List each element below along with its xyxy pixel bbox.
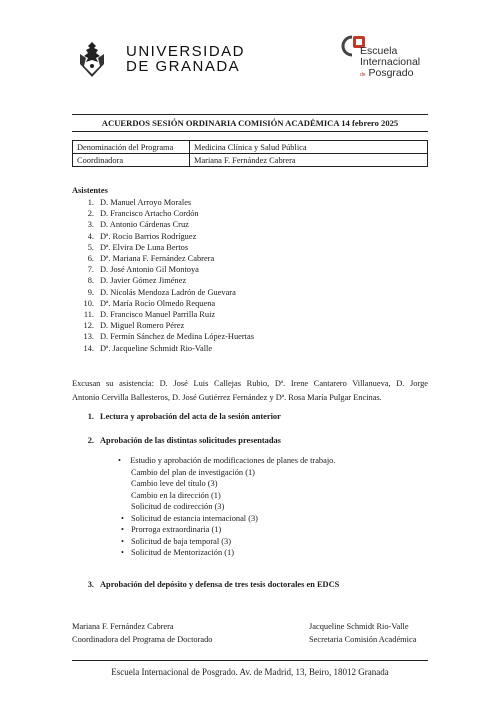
program-label: Denominación del Programa [73,141,190,154]
list-item: 1. D. Manuel Arroyo Morales [87,198,192,207]
title-top-rule [72,114,428,115]
list-item: 8. D. Javier Gómez Jiménez [87,276,187,286]
table-row [73,141,428,154]
agenda-item-3: 3. Aprobación del depósito y defensa de tres tesis doctorales en EDCS [87,580,340,589]
university-logo [72,40,246,80]
list-item: 11. D. Francisco Manuel Parrilla Ruiz [83,310,216,320]
list-item: • Estudio y aprobación de modificaciones de planes de trabajo. [118,456,336,465]
list-item: 10. Dª. María Rocío Olmedo Requena [83,298,216,308]
excused-paragraph [72,377,428,405]
list-item: • Prorroga extraordinaria (1) [121,525,222,534]
list-item: • Solicitud de Mentorización (1) [121,548,235,557]
excused-line2: Antonio Cervilla Ballesteros, D. José Gutiérrez Fernández y Dª. Rosa María Pulgar Encinas. [72,393,382,402]
title-bottom-rule [72,131,428,132]
list-item: 6. Dª. Mariana F. Fernández Cabrera [87,254,215,264]
signature-left-role: Coordinadora del Programa de Doctorado [72,635,213,644]
list-item: • Solicitud de estancia internacional (3) [121,513,258,523]
signature-right-name: Jacqueline Schmidt Rio-Valle [309,622,409,631]
excused-line1: Excusan su asistencia: D. José Luis Callejas Rubio, Dª. Irene Cantarero Villanueva, D. Jorge [72,379,428,388]
list-item: 5. Dª. Elvira De Luna Bertos [87,242,189,252]
signature-left-name: Mariana F. Fernández Cabrera [72,622,174,631]
coat-of-arms-icon [72,40,112,78]
list-item: • Solicitud de baja temporal (3) [121,536,232,546]
school-logo [338,34,448,84]
agenda-item-1: 1. Lectura y aprobación del acta de la sesión anterior [87,412,281,421]
program-value: Medicina Clínica y Salud Pública [190,141,428,154]
list-item: Cambio leve del título (3) [131,479,218,488]
requests-list [118,455,335,559]
coordinator-label: Coordinadora [73,154,190,167]
list-item: 9. D. Nicolás Mendoza Ladrón de Guevara [87,287,236,297]
list-item: 12. D. Miguel Romero Pérez [83,321,185,331]
signature-left [72,620,212,646]
list-item: 3. D. Antonio Cárdenas Cruz [87,220,189,230]
document-title: ACUERDOS SESIÓN ORDINARIA COMISIÓN ACADÉMICA 14 febrero 2025 [101,118,399,128]
attendees-list [80,197,254,354]
list-item: Cambio del plan de investigación (1) [131,467,255,477]
program-info-table [72,140,428,167]
coordinator-value: Mariana F. Fernández Cabrera [190,154,428,167]
school-name-prefix: de [360,72,366,78]
school-name-line3: Posgrado [368,67,414,79]
university-name-line2: DE GRANADA [126,58,241,75]
university-name-line1: UNIVERSIDAD [126,43,246,60]
footer-address: Escuela Internacional de Posgrado. Av. de Madrid, 13, Beiro, 18012 Granada [111,667,389,677]
list-item: 4. Dª. Rocío Barrios Rodríguez [87,231,197,241]
attendees-heading: Asistentes [72,186,108,195]
list-item: 2. D. Francisco Artacho Cordón [87,209,199,219]
footer-rule [72,660,428,661]
list-item: Cambio en la dirección (1) [131,490,221,500]
list-item: 14. Dª. Jacqueline Schmidt Rio-Valle [83,343,213,353]
school-name-line2: Internacional [360,56,421,68]
signature-right [309,620,416,646]
list-item: Solicitud de codirección (3) [131,502,225,511]
school-name-line1: Escuela [360,45,398,57]
table-row [73,154,428,167]
signature-right-role: Secretaria Comisión Académica [309,635,417,644]
list-item: 7. D. José Antonio Gil Montoya [87,265,199,275]
list-item: 13. D. Fermín Sánchez de Medina López-Huertas [83,332,254,342]
agenda-item-2: 2. Aprobación de las distintas solicitudes presentadas [87,436,281,445]
